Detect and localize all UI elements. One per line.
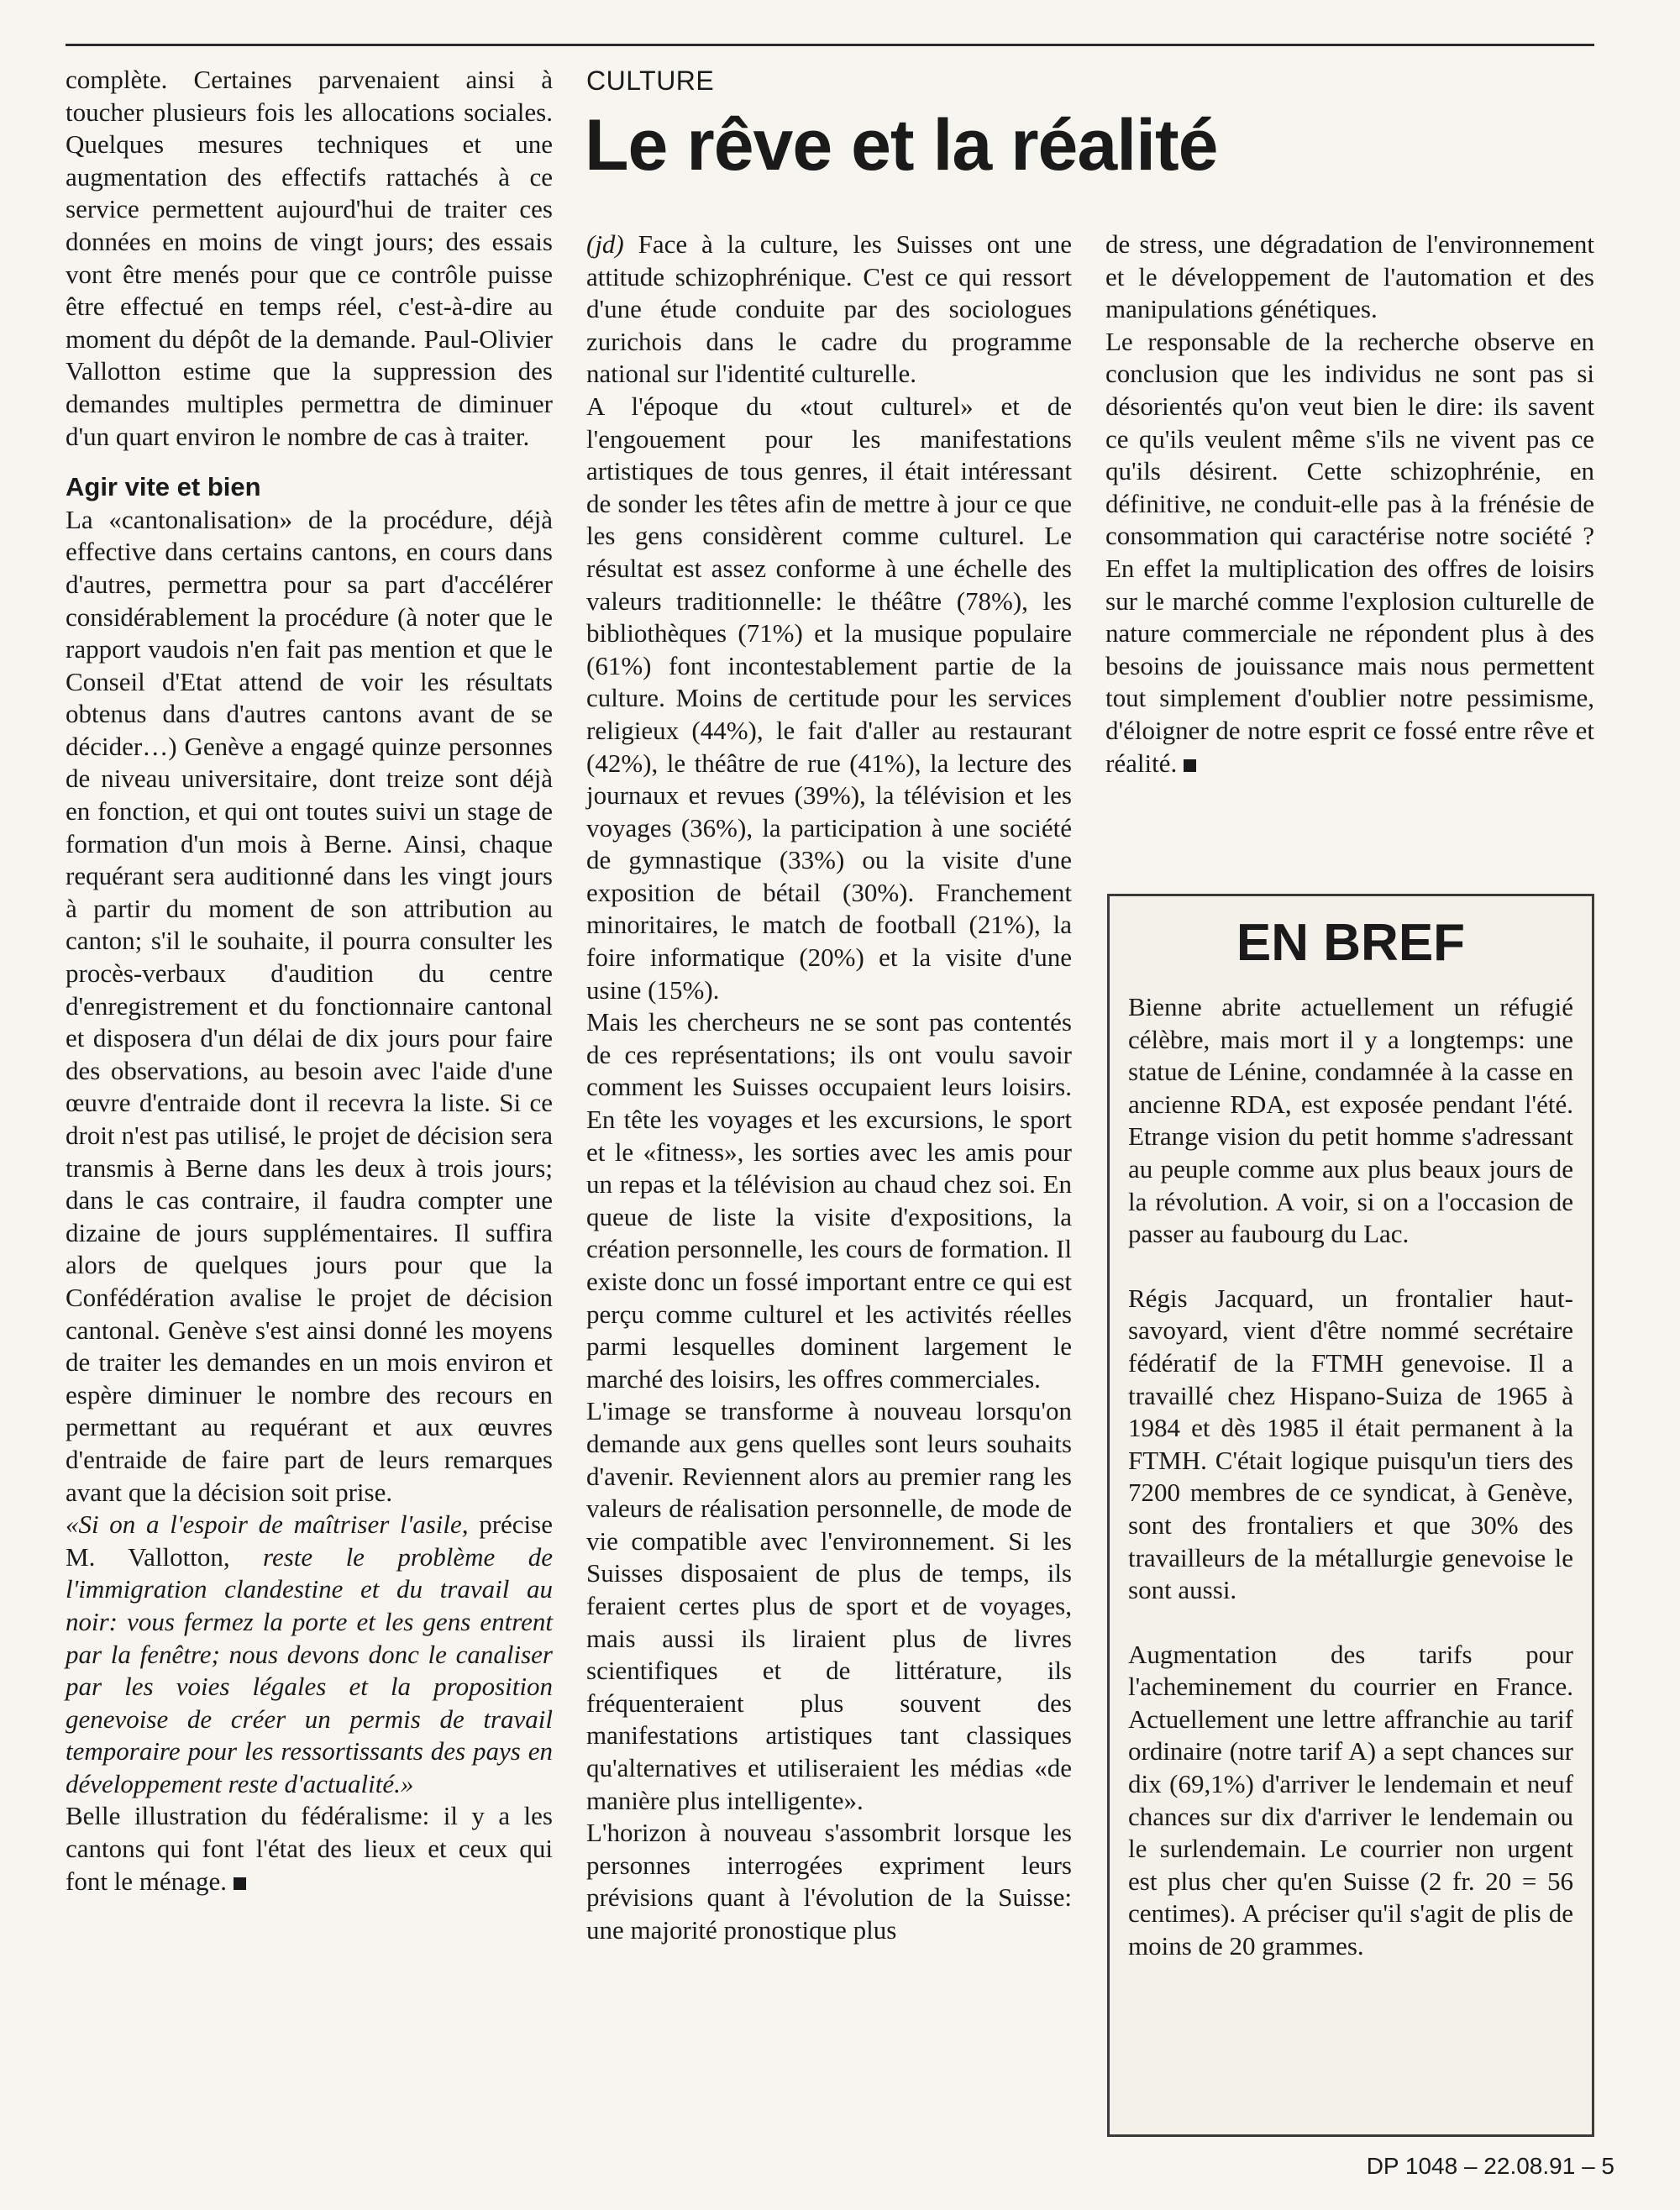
paragraph-text: Belle illustration du fédéralisme: il y a les cantons qui font l'état des lieux et ceux qui font le ménage.: [66, 1801, 553, 1896]
brief-item: Régis Jacquard, un frontalier haut-savoyard, vient d'être nommé secrétaire fédératif de la FTMH genevoise. Il a travaillé chez Hispano-Suiza de 1965 à 1984 et dès 1985 il était permanent à la FTMH. C'était logique puisqu'un tiers des 7200 membres de ce syndicat, à Genève, sont des frontaliers et que 30% des travailleurs de la métallurgie genevoise le sont aussi.: [1128, 1283, 1573, 1605]
headline: Le rêve et la réalité: [585, 105, 1218, 186]
column-left: [66, 64, 553, 1898]
brief-item: Bienne abrite actuellement un réfugié célèbre, mais mort il y a longtemps: une statue de Lénine, condamnée à la casse en ancienne RDA, est exposée pendant l'été. Etrange vision du petit homme s'adressant au peuple comme aux plus beaux jours de la révolution. A voir, si on a l'occasion de passer au faubourg du Lac.: [1128, 992, 1573, 1249]
paragraph: L'image se transforme à nouveau lorsqu'on demande aux gens quelles sont leurs souhaits d'avenir. Reviennent alors au premier rang les valeurs de réalisation personnelle, de mode de vie compatible avec l'environnement. Si les Suisses disposaient de plus de temps, ils feraient certes plus de sport et de voyages, mais aussi ils liraient plus de livres scientifiques et de littérature, ils fréquenteraient plus souvent des manifestations artistiques tant classiques qu'alternatives et utiliseraient les médias «de manière plus intelligente».: [586, 1396, 1072, 1815]
subheading: Agir vite et bien: [66, 472, 261, 502]
section-kicker: CULTURE: [586, 66, 715, 96]
paragraph-text: Le responsable de la recherche observe en conclusion que les individus ne sont pas si désorientés qu'on veut bien le dire: ils savent ce qu'ils veulent même s'ils ne vivent pas ce qu'ils désirent. Cette schizophrénie, en définitive, ne conduit-elle pas à la frénésie de consommation qui caractérise notre société ? En effet la multiplication des offres de loisirs sur le marché comme l'explosion culturelle de nature commerciale ne répondent plus à des besoins de jouissance mais nous permettent tout simplement d'oublier notre pessimisme, d'éloigner de notre esprit ce fossé entre rêve et réalité.: [1105, 326, 1594, 778]
paragraph: [1105, 326, 1594, 780]
column-right: [1105, 228, 1594, 780]
attribution: précise M. Vallotton,: [66, 1509, 553, 1572]
column-middle: [586, 228, 1072, 1946]
en-bref-body: [1110, 991, 1592, 1963]
paragraph: L'horizon à nouveau s'assombrit lorsque les personnes interrogées expriment leurs prévisions quant à l'évolution de la Suisse: une majorité pronostique plus: [586, 1818, 1072, 1945]
top-rule: [66, 44, 1594, 46]
page-footer: DP 1048 – 22.08.91 – 5: [1366, 2153, 1614, 2179]
end-mark-icon: [234, 1877, 246, 1890]
end-mark-icon: [1184, 759, 1196, 772]
paragraph: complète. Certaines parvenaient ainsi à toucher plusieurs fois les allocations sociales. Quelques mesures techniques et une augmentation des effectifs rattachés à ce service permettent aujourd'hui de traiter ces données en moins de vingt jours; des essais vont être menés pour que ce contrôle puisse être effectué en temps réel, c'est-à-dire au moment du dépôt de la demande. Paul-Olivier Vallotton estime que la suppression des demandes multiples permettra de diminuer d'un quart environ le nombre de cas à traiter.: [66, 65, 553, 451]
paragraph: [586, 228, 1072, 391]
brief-item: Augmentation des tarifs pour l'acheminement du courrier en France. Actuellement une lettre affranchie au tarif ordinaire (notre tarif A) a sept chances sur dix (69,1%) d'arriver le lendemain et neuf chances sur dix d'arriver le lendemain ou le surlendemain. Le courrier non urgent est plus cher qu'en Suisse (2 fr. 20 = 56 centimes). A préciser qu'il s'agit de plis de moins de 20 grammes.: [1128, 1639, 1573, 1961]
author-initials: (jd): [586, 229, 624, 259]
paragraph: Mais les chercheurs ne se sont pas contentés de ces représentations; ils ont voulu savoir comment les Suisses occupaient leurs loisirs. En tête les voyages et les excursions, le sport et le «fitness», les sorties avec les amis pour un repas et la télévision au chaud chez soi. En queue de liste la visite d'expositions, la création personnelle, les cours de formation. Il existe donc un fossé important entre ce qui est perçu comme culturel et les activités réelles parmi lesquelles dominent largement le marché des loisirs, les offres commerciales.: [586, 1007, 1072, 1394]
paragraph: La «cantonalisation» de la procédure, déjà effective dans certains cantons, en cours dans d'autres, permettra pour sa part d'accélérer considérablement la procédure (à noter que le rapport vaudois n'en fait pas mention et que le Conseil d'Etat attend de voir les résultats obtenus dans d'autres cantons avant de se décider…) Genève a engagé quinze personnes de niveau universitaire, dont treize sont déjà en fonction, et qui ont toutes suivi un stage de formation d'un mois à Berne. Ainsi, chaque requérant sera auditionné dans les vingt jours à partir du moment de son attribution au canton; s'il le souhaite, il pourra consulter les procès-verbaux d'audition du centre d'enregistrement et du fonctionnaire cantonal et disposera d'un délai de dix jours pour faire des observations, au besoin avec l'aide d'une œuvre d'entraide dont il recevra la liste. Si ce droit n'est pas utilisé, le projet de décision sera transmis à Berne dans les deux à trois jours; dans le cas contraire, il faudra compter une dizaine de jours supplémentaires. Il suffira alors de quelques jours pour que la Confédération avalise le projet de décision cantonal. Genève s'est ainsi donné les moyens de traiter les demandes en un mois environ et espère diminuer le nombre des recours en permettant au requérant et aux œuvres d'entraide de faire part de leurs remarques avant que la décision soit prise.: [66, 504, 553, 1507]
quote-text: reste le problème de l'immigration clandestine et du travail au noir: vous fermez la porte et les gens entrent par la fenêtre; nous devons donc le canaliser par les voies légales et la proposition genevoise de créer un permis de travail temporaire pour les ressortissants des pays en développement reste d'actualité.»: [66, 1541, 553, 1798]
en-bref-box: [1107, 894, 1594, 2137]
en-bref-title: EN BREF: [1236, 914, 1466, 972]
paragraph: [66, 1800, 553, 1898]
quote-text: «Si on a l'espoir de maîtriser l'asile,: [66, 1509, 469, 1540]
quote-paragraph: [66, 1509, 553, 1800]
paragraph: de stress, une dégradation de l'environnement et le développement de l'automation et des manipulations génétiques.: [1105, 229, 1594, 324]
paragraph: A l'époque du «tout culturel» et de l'engouement pour les manifestations artistiques de tous genres, il était intéressant de sonder les têtes afin de mettre à jour ce que les gens considèrent comme culturel. Le résultat est assez conforme à une échelle des valeurs traditionnelle: le théâtre (78%), les bibliothèques (71%) et la musique populaire (61%) font incontestablement partie de la culture. Moins de certitude pour les services religieux (44%), le fait d'aller au restaurant (42%), le théâtre de rue (41%), la lecture des journaux et revues (39%), la télévision et les voyages (36%), la participation à une société de gymnastique (33%) ou la visite d'une exposition de bétail (30%). Franchement minoritaires, le match de football (21%), la foire informatique (20%) et la visite d'une usine (15%).: [586, 391, 1072, 1005]
paragraph-text: Face à la culture, les Suisses ont une attitude schizophrénique. C'est ce qui ressort d'une étude conduite par des sociologues zurichois dans le cadre du programme national sur l'identité culturelle.: [586, 229, 1072, 389]
